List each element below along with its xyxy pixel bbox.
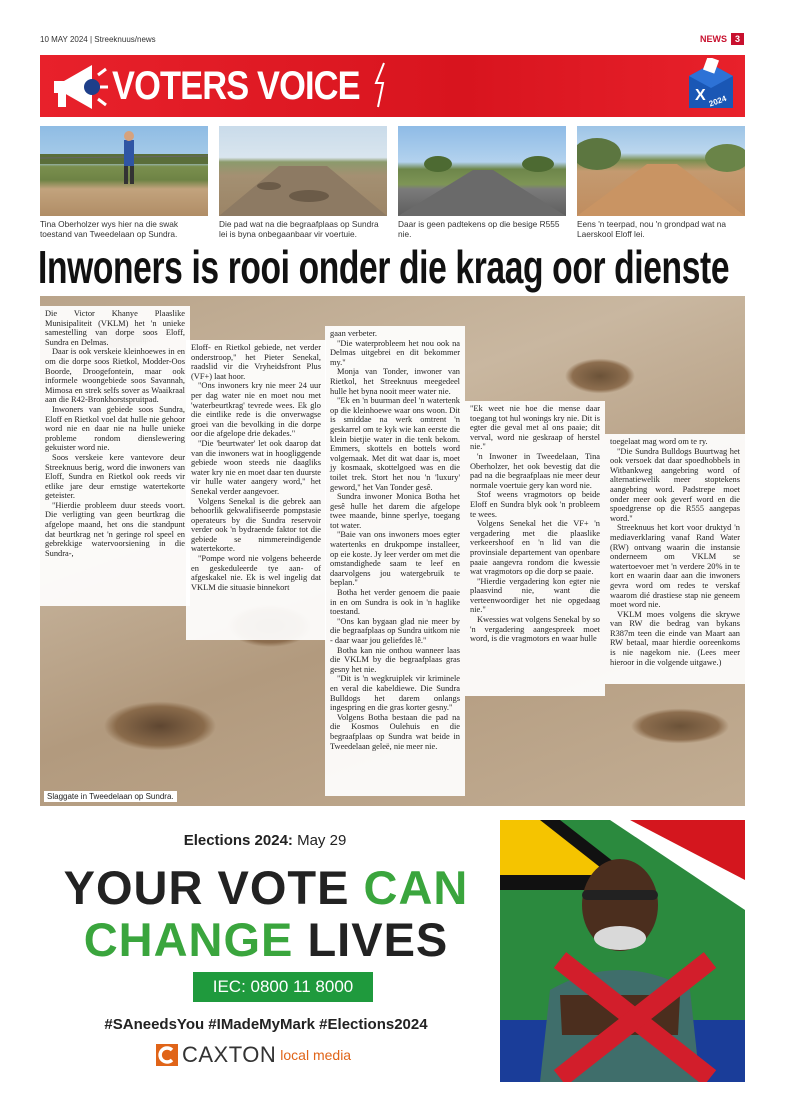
paragraph: Stof weens vragmotors op beide Eloff en Sundra blyk ook 'n probleem te wees. <box>470 490 600 519</box>
paragraph: "Die Sundra Bulldogs Buurtwag het ook versoek dat daar spoedhobbels in Witbankweg aangebring word of alternatiewelik meer stoptekens aangebring word. Padstrepe moet onder meer ook geverf word en die spoedgrense op die R555 aangepas word." <box>610 446 740 523</box>
caxton-c-icon <box>156 1044 178 1066</box>
paragraph: Soos verskeie kere vantevore deur Streeknuus berig, word die inwoners van Eloff, Sundra en Rietkol ook reeds vir etlike jare deur ernstige watertekorte geteister. <box>45 452 185 501</box>
paragraph: Monja van Tonder, inwoner van Rietkol, het Streeknuus meegedeel hulle het byna nooit meer water nie. <box>330 367 460 396</box>
paragraph: Botha kan nie onthou wanneer laas die VKLM by die begraafplaas gras gesny het nie. <box>330 645 460 674</box>
caxton-subline: local media <box>280 1047 352 1063</box>
paragraph: "Hierdie vergadering kon egter nie plaasvind nie, want die verteenwoordiger het nie opgedaag nie." <box>470 576 600 615</box>
ballot-year: 2024 <box>707 93 728 109</box>
article-body <box>40 296 745 806</box>
paragraph: Volgens Senekal het die VF+ 'n vergadering met die plaaslike verkeershoof en 'n lid van die provinsiale departement van openbare paaie aangevra rondom die kwessie wat vragmotors op die dorp se paaie. <box>470 519 600 577</box>
ballot-box-icon <box>683 58 739 114</box>
photo-caption-2: Die pad wat na die begraafplaas op Sundra lei is byna onbegaanbaar vir voertuie. <box>219 219 379 239</box>
slogan-your-vote: YOUR VOTE <box>63 861 350 914</box>
paragraph: Sundra inwoner Monica Botha het gesê hulle het darem die afgelope twee maande, binne sperlye, toegang tot water. <box>330 492 460 530</box>
issue-date: 10 MAY 2024 <box>40 35 88 44</box>
article-column-4 <box>465 401 605 696</box>
masthead-date: 10 MAY 2024 | Streeknuus/news <box>40 35 156 44</box>
election-advert <box>40 820 745 1082</box>
slogan-can: CAN <box>363 861 469 914</box>
photo-caption-3: Daar is geen padtekens op die besige R555 nie. <box>398 219 560 239</box>
slogan-line-1 <box>40 860 492 915</box>
paragraph: "Die 'beurtwater' let ook daarop dat van die inwoners wat in hoogliggende gebiede woon steeds nie daagliks water kry nie en moet daar ten duurste vir hulle water aangery word," het Senekal verder aangevoer. <box>191 438 321 496</box>
photo-1-drawing <box>40 126 208 216</box>
paragraph: Volgens Senekal is die gebrek aan behoorlik gekwalifiseerde pompstasie operateurs by die Sundra reservoir verder ook 'n bydraende faktor tot die gebiede se nimmereindigende watertekorte. <box>191 496 321 554</box>
lightning-icon <box>370 61 394 109</box>
photo-woman-on-road <box>40 126 208 216</box>
photo-gravel-road <box>577 126 745 216</box>
slogan-lives: LIVES <box>307 913 449 966</box>
ballot-x: X <box>695 87 706 104</box>
paragraph: Kwessies wat volgens Senekal by so 'n vergadering aangespreek moet word, is die vragmotors en waar hulle <box>470 615 600 644</box>
paragraph: Volgens Botha bestaan die pad na die Kosmos Oulehuis en die begraafplaas op Sundra wat beide in Tweedelaan geleë, nie meer nie. <box>330 712 460 751</box>
voters-voice-banner <box>40 55 745 117</box>
publication-name: Streeknuus/news <box>94 35 156 44</box>
article-column-1 <box>40 306 190 606</box>
iec-helpline: IEC: 0800 11 8000 <box>193 972 373 1002</box>
paragraph: "Ons kan bygaan glad nie meer by die begraafplaas op Sundra uitkom nie - daar waar jou geliefdes lê." <box>330 616 460 645</box>
paragraph: VKLM moes volgens die skrywe van RW die bedrag van bykans R387m teen die einde van Maart aan RW betaal, maar hierdie ooreenkoms is nie nagekom nie. (Lees meer hieroor in die volgende uitgawe.) <box>610 609 740 667</box>
page-number: 3 <box>731 33 744 45</box>
photo-r555-road <box>398 126 566 216</box>
hashtags: #SAneedsYou #IMadeMyMark #Elections2024 <box>104 1016 428 1033</box>
article-column-5 <box>605 434 745 684</box>
section-label: NEWS <box>700 34 727 44</box>
paragraph: "Ek weet nie hoe die mense daar toegang tot hul wonings kry nie. Dit is egter die geval met al ons paaie; dit verval, word nie geskraap of herstel nie." <box>470 404 600 452</box>
photo-cemetery-road <box>219 126 387 216</box>
slogan-change: CHANGE <box>83 913 294 966</box>
paragraph: "Ek en 'n buurman deel 'n watertenk op die kleinhoewe waar ons woon. Dit is smiddae na werk omtrent 'n geskarrel om te kyk wie kan eerste die klein bietjie water in die tenk bekom. Emmers, skottels en bottels word volgemaak. Met dit wat daar is, moet jy kosmaak, skottelgoed was en die toilet trek. Stort het nou 'n 'luxury' geword," het Van Tonder gesê. <box>330 396 460 492</box>
paragraph: "Dit is 'n wegkruiplek vir kriminele en veral die kabeldiewe. Die Sundra Bulldogs het darem onlangs ingespring en die gras korter gesny." <box>330 674 460 713</box>
paragraph: Botha het verder genoem die paaie in en om Sundra is ook in 'n haglike toestand. <box>330 588 460 617</box>
paragraph: "Pompe word nie volgens beheerde en geskeduleerde tye aan- of afgeskakel nie. Ek is wel ingelig dat VKLM die situasie binnekort <box>191 554 321 592</box>
elections-label: Elections 2024: <box>183 832 293 849</box>
elections-date: May 29 <box>297 832 347 849</box>
megaphone-icon <box>50 61 110 113</box>
paragraph: "Ons inwoners kry nie meer 24 uur per dag water nie en moet nou met 'waterbeurtkrag' tevrede wees. Ek glo die eintlike rede is die onverwagse groei van die bevolking in die dorpe oor die afgelope drie dekades." <box>191 381 321 439</box>
caxton-logo <box>156 1042 351 1068</box>
section-marker <box>700 33 744 45</box>
photo-caption-4: Eens 'n teerpad, nou 'n grondpad wat na Laerskool Eloff lei. <box>577 219 726 239</box>
headline: Inwoners is rooi onder die kraag oor dienste <box>38 241 730 293</box>
paragraph: toegelaat mag word om te ry. <box>610 437 708 446</box>
banner-title: VOTERS VOICE <box>112 64 360 108</box>
paragraph: "Hierdie probleem duur steeds voort. Die verligting van geen beurtkrag die afgelope maand, het ons die standpunt dat beurtkrag net 'n geringe rol speel en gebrekkige watervoorsiening in die Sundra-, <box>45 500 185 558</box>
sa-flag-portrait-drawing <box>500 820 745 1082</box>
paragraph: Die Victor Khanye Plaaslike Munisipaliteit (VKLM) het 'n unieke samestelling van dorpe soos Eloff, Sundra en Delmas. <box>45 309 185 347</box>
photo-2-drawing <box>219 126 387 216</box>
paragraph: Eloff- en Rietkol gebiede, net verder onderstroop," het Pieter Senekal, raadslid vir die Vryheidsfront Plus (VF+) laat hoor. <box>191 343 321 381</box>
article-photo-caption: Slaggate in Tweedelaan op Sundra. <box>44 791 177 802</box>
paragraph: Inwoners van gebiede soos Sundra, Eloff en Rietkol voel dat hulle nie gehoor word nie en daar nie na hulle unieke probleme rondom dienslewering gekuister word nie. <box>45 404 185 453</box>
paragraph: "Die waterprobleem het nou ook na Delmas uitgebrei en dit bekommer my." <box>330 338 460 367</box>
paragraph: 'n Inwoner in Tweedelaan, Tina Oberholzer, het ook bevestig dat die pad na die begraafplaas nie meer deur normale voertuie gery kan word nie. <box>470 451 600 490</box>
paragraph: Streeknuus het kort voor druktyd 'n mediaverklaring vanaf Rand Water (RW) ontvang waarin die instansie onderneem om VKLM se watertoevoer met 'n verdere 20% in te kort en waarin daar aan die inwoners gevra word om redes te verskaf waarom dié drastiese stap nie geneem moet word nie. <box>610 523 740 610</box>
elections-date-line <box>40 832 490 849</box>
voter-portrait <box>500 820 745 1082</box>
article-column-2 <box>186 340 326 640</box>
article-column-3 <box>325 326 465 796</box>
caxton-name: CAXTON <box>182 1042 277 1067</box>
photo-caption-1: Tina Oberholzer wys hier na die swak toestand van Tweedelaan op Sundra. <box>40 219 179 239</box>
paragraph: Daar is ook verskeie kleinhoewes in en om die dorpe soos Rietkol, Modder-Oos Boorde, Droogefontein, maar ook informele woongebiede soos Savannah, Mimosa en strek selfs sover as Waaikraal aan die R42-Bronkhorstspruitpad. <box>45 347 185 405</box>
slogan-line-2 <box>40 912 492 967</box>
paragraph: gaan verbeter. <box>330 329 377 338</box>
photo-4-drawing <box>577 126 745 216</box>
photo-3-drawing <box>398 126 566 216</box>
paragraph: "Baie van ons inwoners moes egter watertenks en drukpompe installeer, op eie koste. Jy leer verder om met die omstandighede saam te leef en daarvolgens jou watergebruik te beplan." <box>330 530 460 588</box>
